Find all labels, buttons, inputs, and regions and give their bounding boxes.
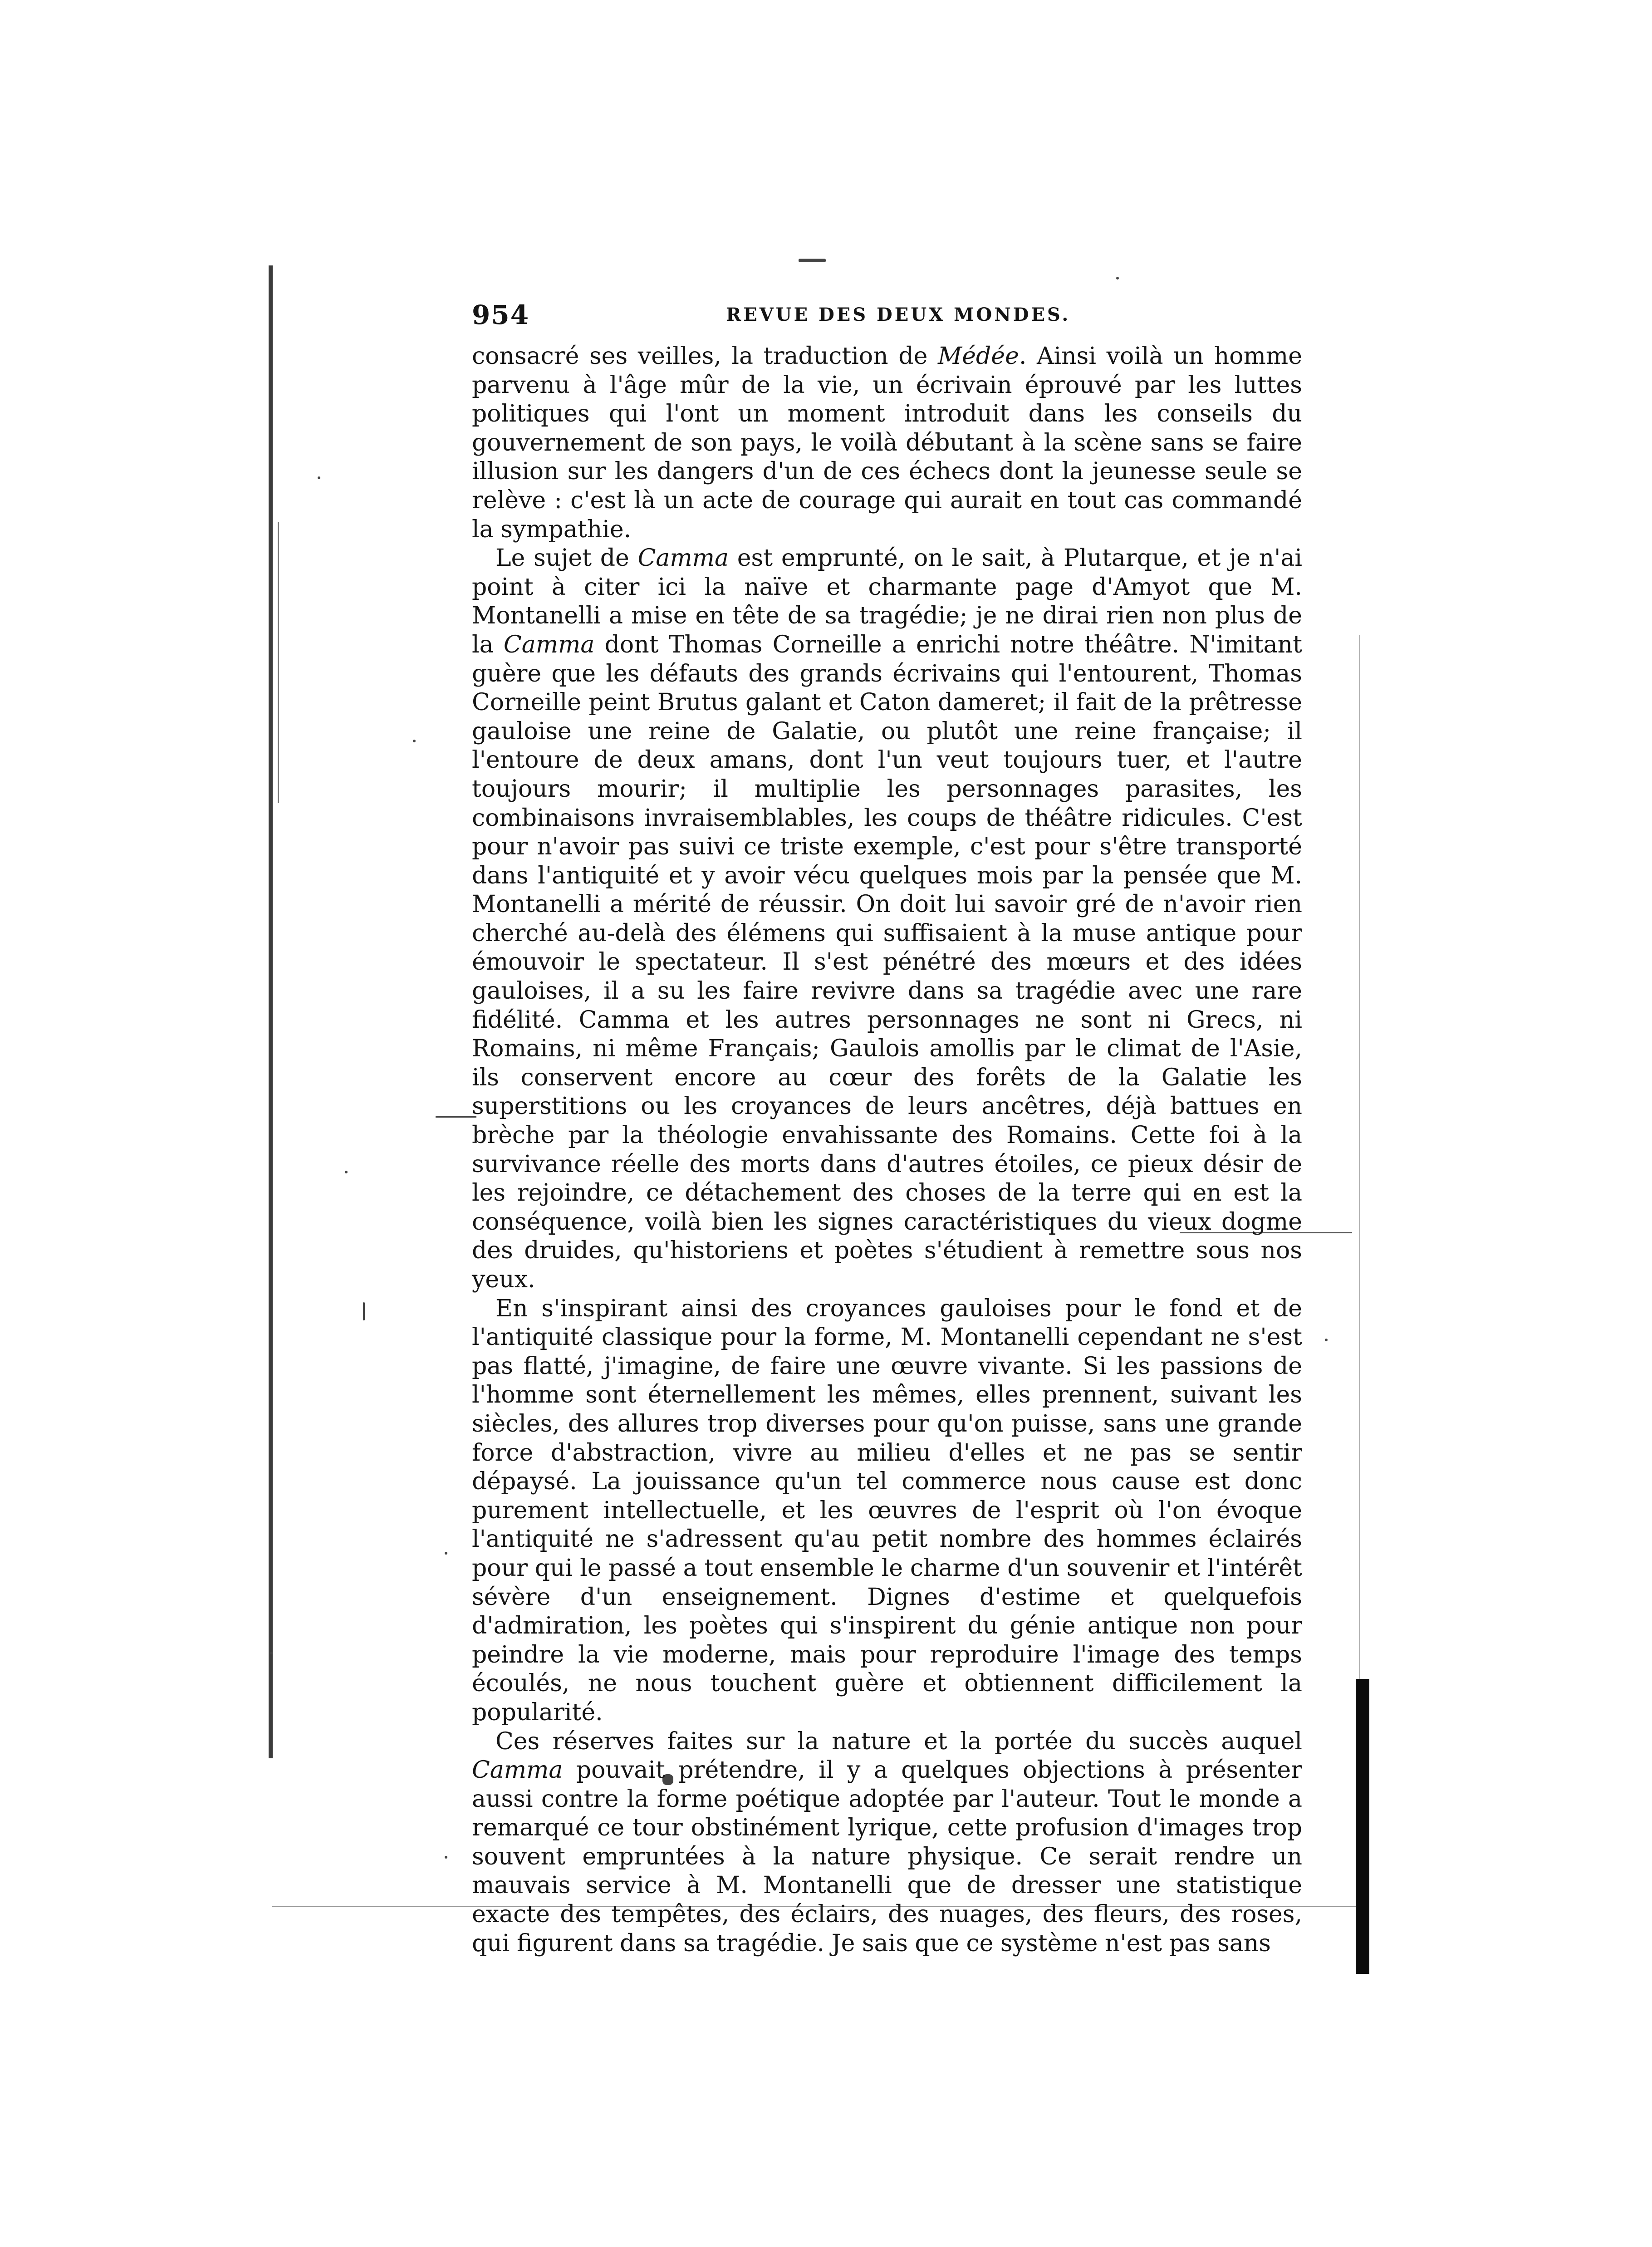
paragraph-text: consacré ses veilles, la traduction de — [472, 343, 938, 370]
scan-speck — [413, 740, 416, 742]
paragraph-3 — [472, 1295, 1302, 1727]
title-camma: Camma — [472, 1756, 563, 1784]
scan-speck — [345, 1171, 348, 1173]
paragraph-text: dont Thomas Corneille a enrichi notre théâtre. N'imitant guère que les défauts des grands écrivains qui l'entourent, Thomas Corneille peint Brutus galant et Caton dameret; il fait de la prêtresse gauloise une reine de Galatie, ou plutôt une reine française; il l'entoure de deux amans, dont l'un veut toujours tuer, et l'autre toujours mourir; il multiplie les personnages parasites, les combinaisons invraisemblables, les coups de théâtre ridicules. C'est pour n'avoir pas suivi ce triste exemple, c'est pour s'être transporté dans l'antiquité et y avoir vécu quelques mois par la pensée que M. Montanelli a mérité de réussir. On doit lui savoir gré de n'avoir rien cherché au-delà des élémens qui suffisaient à la muse antique pour émouvoir le spectateur. Il s'est pénétré des mœurs et des idées gauloises, il a su les faire revivre dans sa tragédie avec une rare fidélité. Camma et les autres personnages ne sont ni Grecs, ni Romains, ni même Français; Gaulois amollis par le climat de l'Asie, ils conservent encore au cœur des forêts de la Galatie les superstitions ou les croyances de leurs ancêtres, déjà battues en brèche par la théologie envahissante des Romains. Cette foi à la survivance réelle des morts dans d'autres étoiles, ce pieux désir de les rejoindre, ce détachement des choses de la terre qui en est la conséquence, voilà bien les signes caractéristiques du vieux dogme des druides, qu'historiens et poètes s'étudient à remettre sous nos yeux. — [472, 631, 1302, 1293]
paragraph-text: Le sujet de — [495, 545, 638, 572]
scan-speck — [270, 1652, 273, 1654]
scan-speck — [318, 476, 320, 479]
paragraph-text: Ces réserves faites sur la nature et la portée du succès auquel — [495, 1727, 1302, 1755]
paragraph-4 — [472, 1727, 1302, 1958]
paragraph-text: pouvait prétendre, il y a quelques objections à présenter aussi contre la forme poétique adoptée par l'auteur. Tout le monde a remarqué ce tour obstinément lyrique, cette profusion d'images trop souvent empruntées à la nature physique. Ce serait rendre un mauvais service à M. Montanelli que de dresser une statistique exacte des tempêtes, des éclairs, des nuages, des fleurs, des roses, qui figurent dans sa tragédie. Je sais que ce système n'est pas sans — [472, 1756, 1302, 1957]
article-body — [472, 342, 1302, 1958]
scan-border-right — [1356, 1679, 1369, 1974]
paragraph-text: En s'inspirant ainsi des croyances gauloises pour le fond et de l'antiquité classique pour la forme, M. Montanelli cependant ne s'est pas flatté, j'imagine, de faire une œuvre vivante. Si les passions de l'homme sont éternellement les mêmes, elles prennent, suivant les siècles, des allures trop diverses pour qu'on puisse, sans une grande force d'abstraction, vivre au milieu d'elles et ne pas se sentir dépaysé. La jouissance qu'un tel commerce nous cause est donc purement intellectuelle, et les œuvres de l'esprit où l'on évoque l'antiquité ne s'adressent qu'au petit nombre des hommes éclairés pour qui le passé a tout ensemble le charme d'un souvenir et l'intérêt sévère d'un enseignement. Dignes d'estime et quelquefois d'admiration, les poètes qui s'inspirent du génie antique non pour peindre la vie moderne, mais pour reproduire l'image des temps écoulés, ne nous touchent guère et obtiennent difficilement la popularité. — [472, 1295, 1302, 1726]
running-head — [472, 299, 1302, 340]
scan-speck — [1116, 277, 1119, 280]
journal-title: REVUE DES DEUX MONDES. — [726, 304, 1071, 325]
scan-speck — [363, 1302, 365, 1320]
scan-border-left — [269, 265, 273, 1758]
book-page — [472, 299, 1303, 1957]
scan-speck — [445, 1552, 447, 1555]
ink-stroke-left — [436, 1116, 476, 1118]
page-number: 954 — [472, 299, 530, 330]
paragraph-text: . Ainsi voilà un homme parvenu à l'âge mûr de la vie, un écrivain éprouvé par les luttes politiques qui l'ont un moment introduit dans les conseils du gouvernement de son pays, le voilà débutant à la scène sans se faire illusion sur les dangers d'un de ces échecs dont la jeunesse seule se relève : c'est là un acte de courage qui aurait en tout cas commandé la sympathie. — [472, 343, 1302, 543]
scan-speck — [445, 1856, 447, 1859]
scan-border-left-shadow — [278, 522, 279, 803]
title-camma: Camma — [503, 631, 595, 658]
scan-speck — [1325, 1339, 1328, 1341]
title-camma: Camma — [637, 545, 729, 572]
paragraph-1 — [472, 342, 1302, 544]
paragraph-2 — [472, 544, 1302, 1294]
scan-border-right-faint — [1359, 635, 1360, 1679]
scan-speck — [799, 259, 826, 262]
title-medee: Médée — [937, 343, 1019, 370]
paragraph-text: est emprunté, on le sait, à Plutarque, et je n'ai point à citer ici la naïve et charmante page d'Amyot que M. Montanelli a mise en tête de sa tragédie; je ne dirai rien non plus de la — [472, 545, 1303, 658]
